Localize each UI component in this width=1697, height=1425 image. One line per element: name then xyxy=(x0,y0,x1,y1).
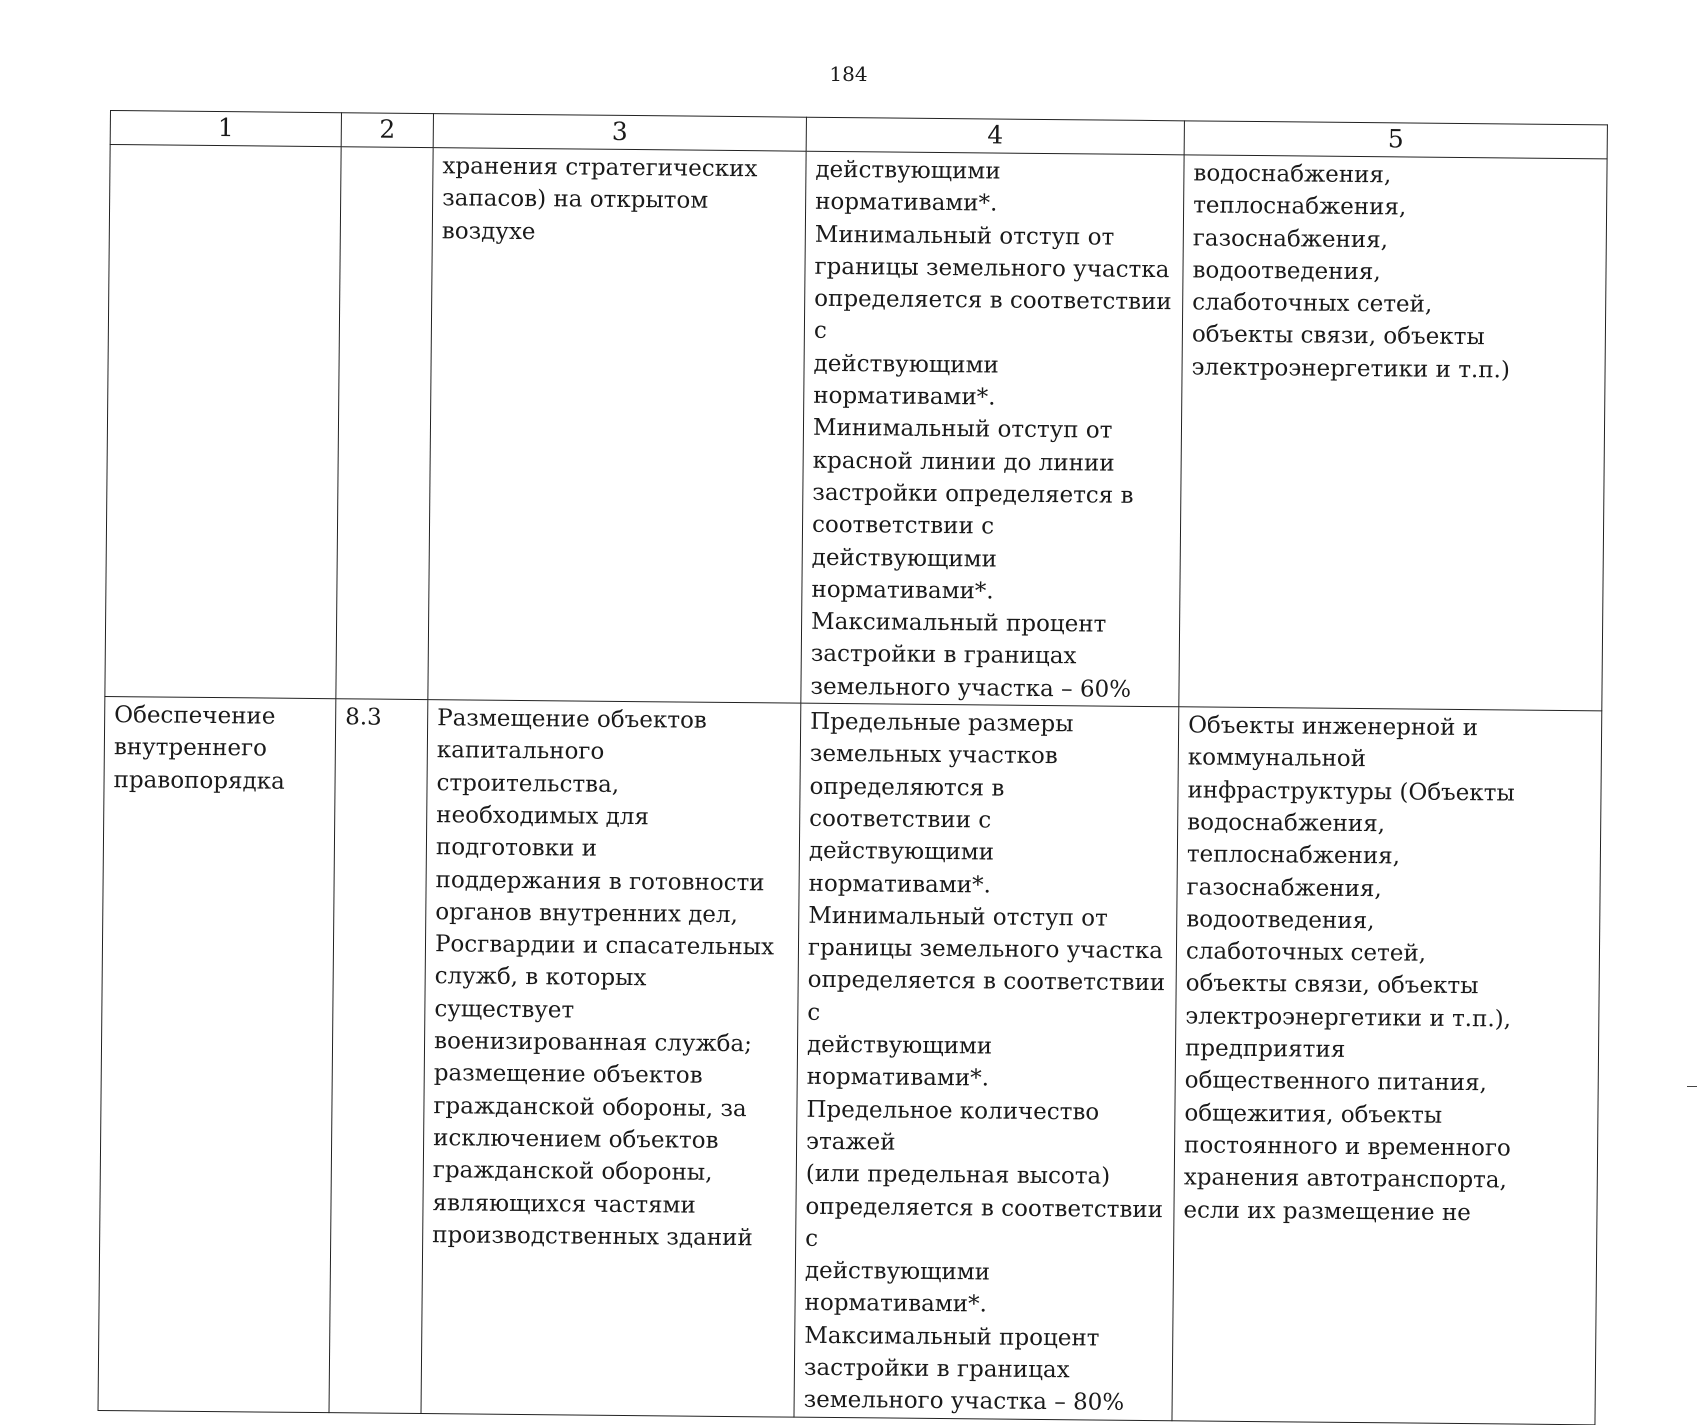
table-row xyxy=(105,145,1607,711)
column-header-1: 1 xyxy=(110,111,341,147)
column-header-4: 4 xyxy=(806,117,1184,155)
table-row xyxy=(98,697,1602,1425)
cell-use-description: Размещение объектов капитального строительства, необходимых для подготовки и поддержания в готовности органов внутренних дел, Росгвардии и спасательных служб, в которых существует военизированная служба; размещение объектов гражданской обороны, за исключением объектов гражданской обороны, являющихся частями производственных зданий xyxy=(421,700,801,1417)
cell-related-uses: Объекты инженерной и коммунальной инфраструктуры (Объекты водоснабжения, теплоснабжения, газоснабжения, водоотведения, слаботочных сетей, объекты связи, объекты электроэнергетики и т.п.), предприятия общественного питания, общежития, объекты постоянного и временного хранения автотранспорта, если их размещение не xyxy=(1172,707,1602,1425)
column-header-3: 3 xyxy=(433,114,806,152)
scan-edge-mark xyxy=(1687,1086,1697,1087)
page-number: 184 xyxy=(829,62,868,86)
column-header-5: 5 xyxy=(1184,121,1607,159)
cell-use-code: 8.3 xyxy=(329,699,428,1413)
cell-use-parameters: действующими нормативами*. Минимальный отступ от границы земельного участка определяется в соответствии с действующими нормативами*. Минимальный отступ от красной линии до линии застройки определяется в соответствии с действующими нормативами*. Максимальный процент застройки в границах земельного участка – 60% xyxy=(801,151,1184,707)
cell-use-name xyxy=(105,145,341,699)
column-header-2: 2 xyxy=(341,113,433,148)
cell-related-uses: водоснабжения, теплоснабжения, газоснабжения, водоотведения, слаботочных сетей, объекты связи, объекты электроэнергетики и т.п.) xyxy=(1179,155,1607,711)
cell-use-description: хранения стратегических запасов) на открытом воздухе xyxy=(428,148,806,704)
cell-use-parameters: Предельные размеры земельных участков определяются в соответствии с действующими нормативами*. Минимальный отступ от границы земельного участка определяется в соответствии с действующими нормативами*. Предельное количество этажей (или предельная высота) определяется в соответствии с действующими нормативами*. Максимальный процент застройки в границах земельного участка – 80% xyxy=(794,703,1179,1420)
cell-use-name: Обеспечение внутреннего правопорядка xyxy=(98,697,336,1413)
land-use-table xyxy=(98,110,1608,1425)
cell-use-code xyxy=(336,147,433,700)
